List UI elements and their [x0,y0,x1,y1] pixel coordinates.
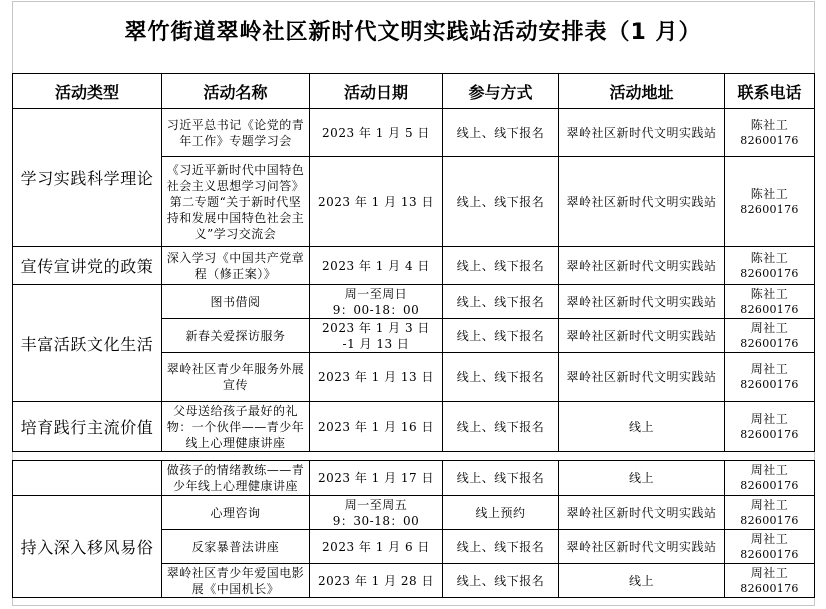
contact-cell [725,353,815,402]
contact-phone: 82600176 [740,479,799,492]
contact-name: 周社工 [750,463,789,477]
activity-date-cell: 周一至周日 9：00-18：00 [310,285,443,319]
contact-phone: 82600176 [740,266,799,280]
contact-phone: 82600176 [740,427,799,441]
contact-cell [725,496,815,530]
activity-name-cell: 习近平总书记《论党的青年工作》专题学习会 [162,109,310,157]
contact-phone: 82600176 [740,133,799,147]
header-activity-name: 活动名称 [162,74,310,109]
contact-phone: 82600176 [740,302,799,316]
activity-address-cell: 翠岭社区新时代文明实践站 [559,285,725,319]
contact-cell [725,285,815,319]
contact-cell [725,530,815,564]
header-activity-date: 活动日期 [310,74,443,109]
contact-cell [725,109,815,157]
activity-address-cell: 翠岭社区新时代文明实践站 [559,496,725,530]
contact-name: 陈社工 [750,286,789,301]
contact-cell [725,247,815,285]
activity-address-cell: 翠岭社区新时代文明实践站 [559,109,725,157]
contact-name: 周社工 [750,362,789,376]
header-activity-type: 活动类型 [13,74,162,109]
contact-name: 陈社工 [750,117,789,132]
contact-cell [725,402,815,452]
activity-date-cell: 2023 年 1 月 17 日 [310,461,443,496]
activity-address-cell: 线上 [559,564,725,598]
participation-mode-cell: 线上、线下报名 [443,157,559,247]
activity-date-cell: 2023 年 1 月 4 日 [310,247,443,285]
participation-mode-cell: 线上、线下报名 [443,247,559,285]
contact-name: 周社工 [750,531,789,546]
contact-name: 周社工 [750,411,789,426]
contact-phone: 82600176 [740,202,799,216]
activity-date-cell: 2023 年 1 月 28 日 [310,564,443,598]
activity-address-cell: 翠岭社区新时代文明实践站 [559,319,725,353]
contact-name: 陈社工 [750,250,789,265]
activity-date-cell: 2023 年 1 月 5 日 [310,109,443,157]
category-cell: 丰富活跃文化生活 [13,285,162,402]
activity-name-cell: 图书借阅 [162,285,310,319]
activity-address-cell: 线上 [559,402,725,452]
activity-address-cell: 线上 [559,461,725,496]
activity-date-cell: 2023 年 1 月 13 日 [310,353,443,402]
header-activity-address: 活动地址 [559,74,725,109]
contact-phone: 82600176 [740,336,799,350]
category-cell-continued [13,461,162,496]
contact-phone: 82600176 [740,547,799,561]
activity-date-cell: 2023 年 1 月 3 日 -1 月 13 日 [310,319,443,353]
activity-name-cell: 反家暴普法讲座 [162,530,310,564]
activity-name-cell: 做孩子的情绪教练——青少年线上心理健康讲座 [162,461,310,496]
activity-name-cell: 父母送给孩子最好的礼物：一个伙伴——青少年线上心理健康讲座 [162,402,310,452]
contact-cell [725,319,815,353]
header-participation-mode: 参与方式 [443,74,559,109]
category-cell: 持入深入移风易俗 [13,496,162,598]
activity-name-cell: 心理咨询 [162,496,310,530]
activity-table-part-1 [12,73,815,452]
contact-cell [725,157,815,247]
contact-name: 周社工 [750,320,789,335]
contact-cell [725,461,815,496]
contact-name: 陈社工 [750,186,789,201]
activity-name-cell: 《习近平新时代中国特色社会主义思想学习问答》第二专题“关于新时代坚持和发展中国特色社会主义”学习交流会 [162,157,310,247]
header-contact-phone: 联系电话 [725,74,815,109]
activity-address-cell: 翠岭社区新时代文明实践站 [559,247,725,285]
contact-cell [725,564,815,598]
activity-date-cell: 2023 年 1 月 13 日 [310,157,443,247]
participation-mode-cell: 线上、线下报名 [443,109,559,157]
activity-date-cell: 周一至周五 9：30-18：00 [310,496,443,530]
activity-address-cell: 翠岭社区新时代文明实践站 [559,530,725,564]
page-title: 翠竹街道翠岭社区新时代文明实践站活动安排表（1 月） [124,20,702,45]
activity-name-cell: 深入学习《中国共产党章程（修正案）》 [162,247,310,285]
activity-table-part-2 [12,460,815,598]
activity-date-cell: 2023 年 1 月 6 日 [310,530,443,564]
activity-name-cell: 新春关爱探访服务 [162,319,310,353]
activity-name-cell: 翠岭社区青少年爱国电影展《中国机长》 [162,564,310,598]
category-cell: 培育践行主流价值 [13,402,162,452]
participation-mode-cell: 线上、线下报名 [443,530,559,564]
participation-mode-cell: 线上预约 [443,496,559,530]
contact-name: 周社工 [750,565,789,580]
contact-name: 周社工 [750,497,789,512]
contact-phone: 82600176 [740,513,799,527]
activity-name-cell: 翠岭社区青少年服务外展宣传 [162,353,310,402]
participation-mode-cell: 线上、线下报名 [443,402,559,452]
category-cell: 宣传宣讲党的政策 [13,247,162,285]
category-cell: 学习实践科学理论 [13,109,162,247]
participation-mode-cell: 线上、线下报名 [443,353,559,402]
activity-address-cell: 翠岭社区新时代文明实践站 [559,353,725,402]
participation-mode-cell: 线上、线下报名 [443,461,559,496]
contact-phone: 82600176 [740,581,799,595]
activity-address-cell: 翠岭社区新时代文明实践站 [559,157,725,247]
participation-mode-cell: 线上、线下报名 [443,564,559,598]
participation-mode-cell: 线上、线下报名 [443,285,559,319]
participation-mode-cell: 线上、线下报名 [443,319,559,353]
contact-phone: 82600176 [740,378,799,391]
activity-date-cell: 2023 年 1 月 16 日 [310,402,443,452]
